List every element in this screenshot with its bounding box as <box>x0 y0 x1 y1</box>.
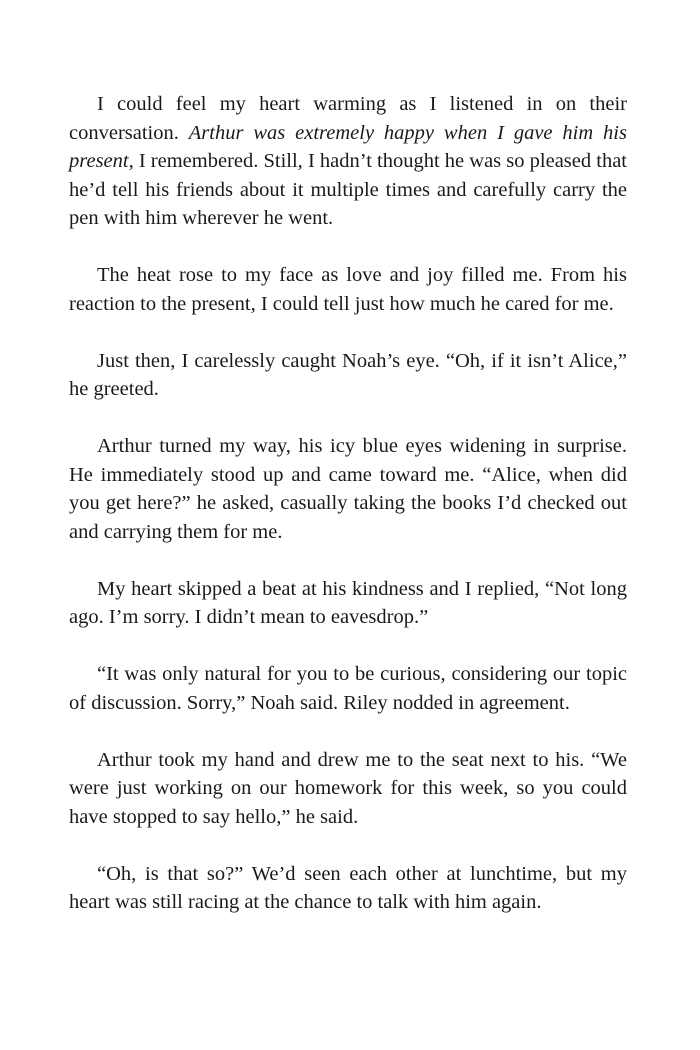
paragraph-3-text: Just then, I carelessly caught Noah’s eye. “Oh, if it isn’t Alice,” he greeted. <box>69 349 627 400</box>
paragraph-8 <box>69 860 627 917</box>
paragraph-2 <box>69 261 627 318</box>
paragraph-1-text-b: I remembered. Still, I hadn’t thought he was so pleased that he’d tell his friends about it multiple times and carefully carry the pen with him wherever he went. <box>69 150 627 229</box>
paragraph-4-text: Arthur turned my way, his icy blue eyes widening in surprise. He immediately stood up and came toward me. “Alice, when did you get here?” he asked, casually taking the books I’d checked out and carrying them for me. <box>69 435 627 543</box>
paragraph-1-italic-thought: Arthur was extremely happy when I gave him his present, <box>69 121 627 172</box>
paragraph-4 <box>69 432 627 546</box>
paragraph-7 <box>69 746 627 832</box>
paragraph-2-text: The heat rose to my face as love and joy filled me. From his reaction to the present, I could tell just how much he cared for me. <box>69 264 627 315</box>
paragraph-1-text-a: I could feel my heart warming as I listened in on their conversation. <box>69 93 627 144</box>
paragraph-6-text: “It was only natural for you to be curious, considering our topic of discussion. Sorry,” Noah said. Riley nodded in agreement. <box>69 663 627 714</box>
paragraph-3 <box>69 347 627 404</box>
paragraph-8-text: “Oh, is that so?” We’d seen each other at lunchtime, but my heart was still racing at the chance to talk with him again. <box>69 862 627 913</box>
paragraph-6 <box>69 660 627 717</box>
paragraph-7-text: Arthur took my hand and drew me to the seat next to his. “We were just working on our homework for this week, so you could have stopped to say hello,” he said. <box>69 748 627 828</box>
paragraph-5-text: My heart skipped a beat at his kindness and I replied, “Not long ago. I’m sorry. I didn’t mean to eavesdrop.” <box>69 577 627 628</box>
paragraph-1 <box>69 90 627 233</box>
book-page-text <box>69 90 627 917</box>
paragraph-5 <box>69 575 627 632</box>
